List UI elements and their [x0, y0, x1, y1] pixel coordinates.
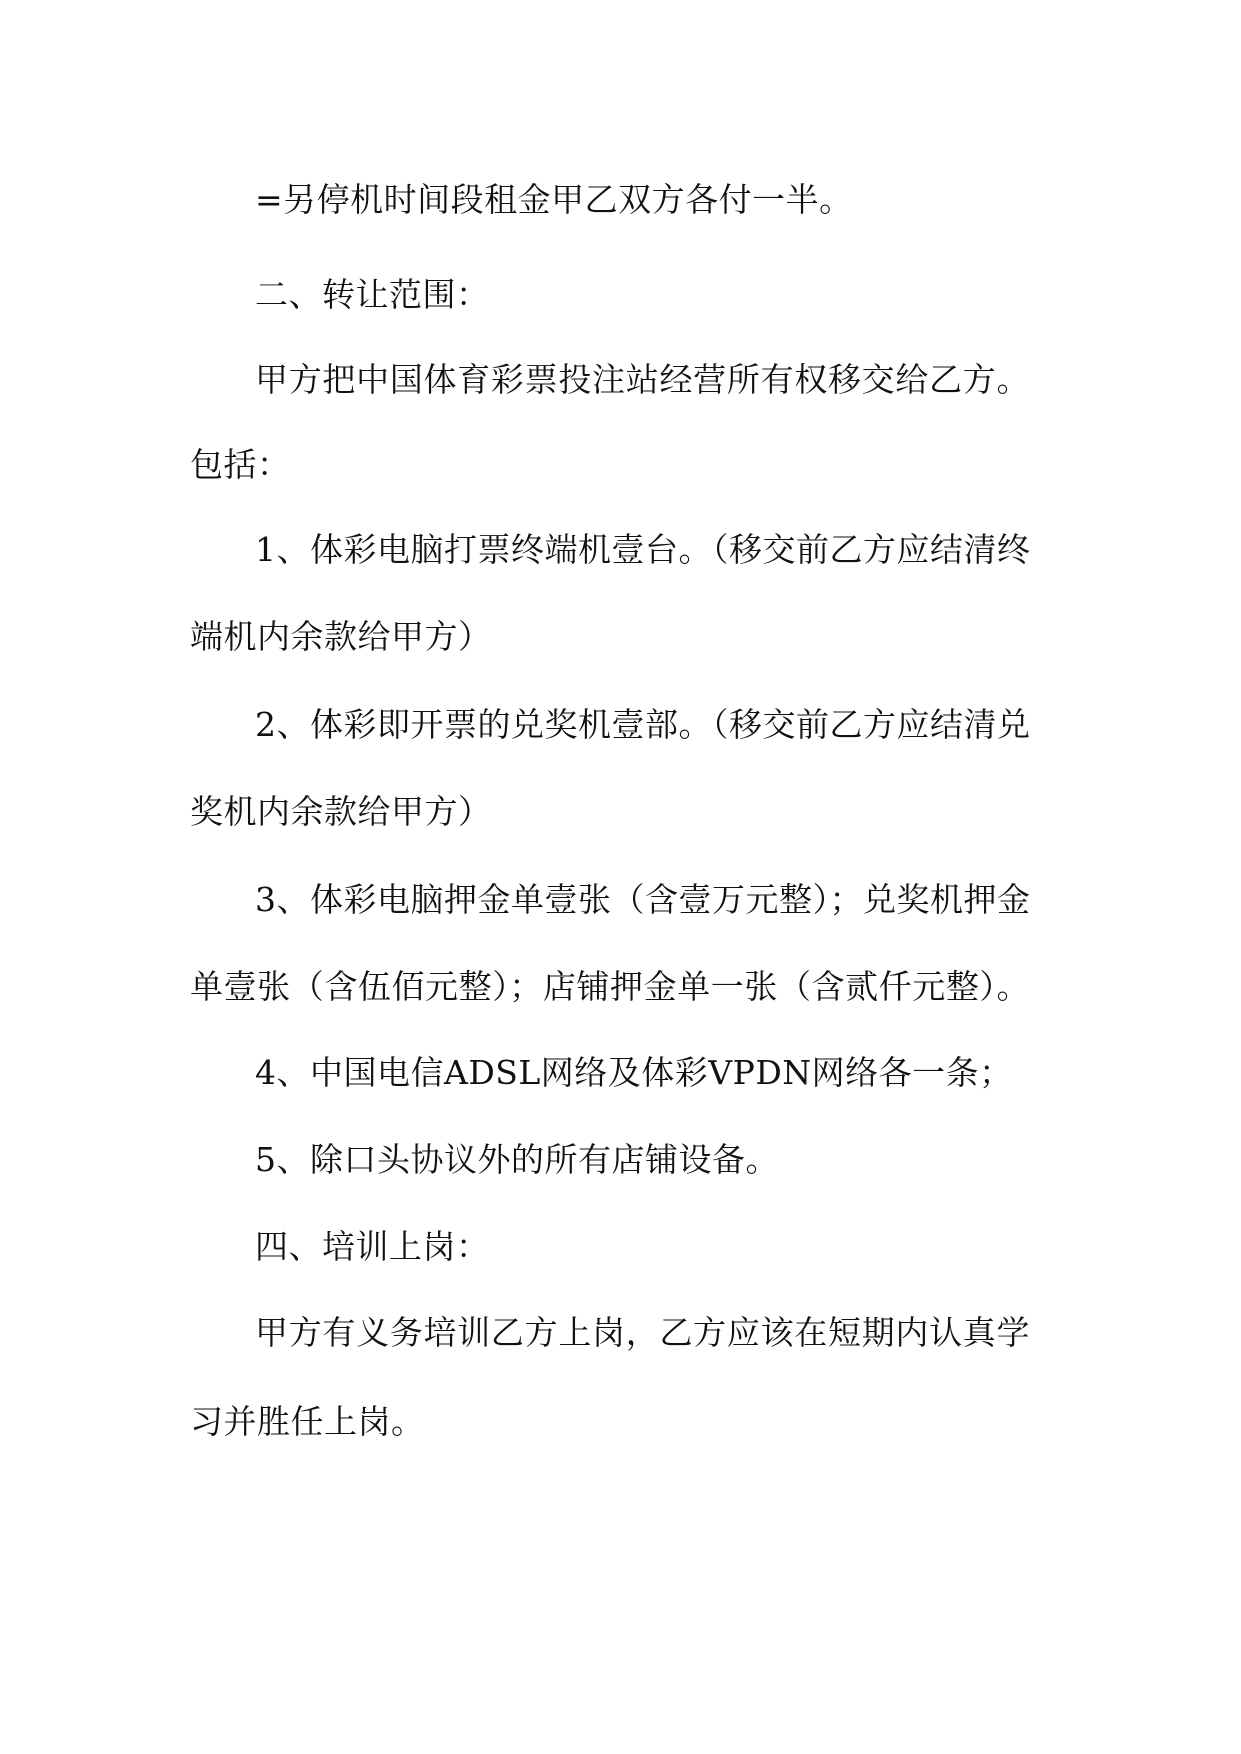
paragraph-line-rent-split: =另停机时间段租金甲乙双方各付一半。 [255, 180, 853, 219]
paragraph-line-transfer-ownership: 甲方把中国体育彩票投注站经营所有权移交给乙方。 [255, 360, 1030, 399]
paragraph-line-includes: 包括： [190, 445, 291, 484]
list-item-2-line-1: 2、体彩即开票的兑奖机壹部。（移交前乙方应结清兑 [255, 705, 1031, 744]
list-item-3-line-1: 3、体彩电脑押金单壹张（含壹万元整）；兑奖机押金 [255, 880, 1031, 919]
paragraph-line-training-2: 习并胜任上岗。 [190, 1402, 425, 1441]
list-item-1-line-2: 端机内余款给甲方） [190, 617, 492, 656]
list-item-5: 5、除口头协议外的所有店铺设备。 [255, 1140, 779, 1179]
paragraph-line-training-1: 甲方有义务培训乙方上岗，乙方应该在短期内认真学 [255, 1313, 1030, 1352]
list-item-3-line-2: 单壹张（含伍佰元整）；店铺押金单一张（含贰仟元整）。 [190, 967, 1030, 1006]
section-heading-training: 四、培训上岗： [255, 1227, 490, 1266]
list-item-1-line-1: 1、体彩电脑打票终端机壹台。（移交前乙方应结清终 [255, 530, 1031, 569]
list-item-4: 4、中国电信ADSL网络及体彩VPDN网络各一条； [255, 1053, 1013, 1092]
list-item-2-line-2: 奖机内余款给甲方） [190, 792, 492, 831]
section-heading-transfer-scope: 二、转让范围： [255, 275, 490, 314]
